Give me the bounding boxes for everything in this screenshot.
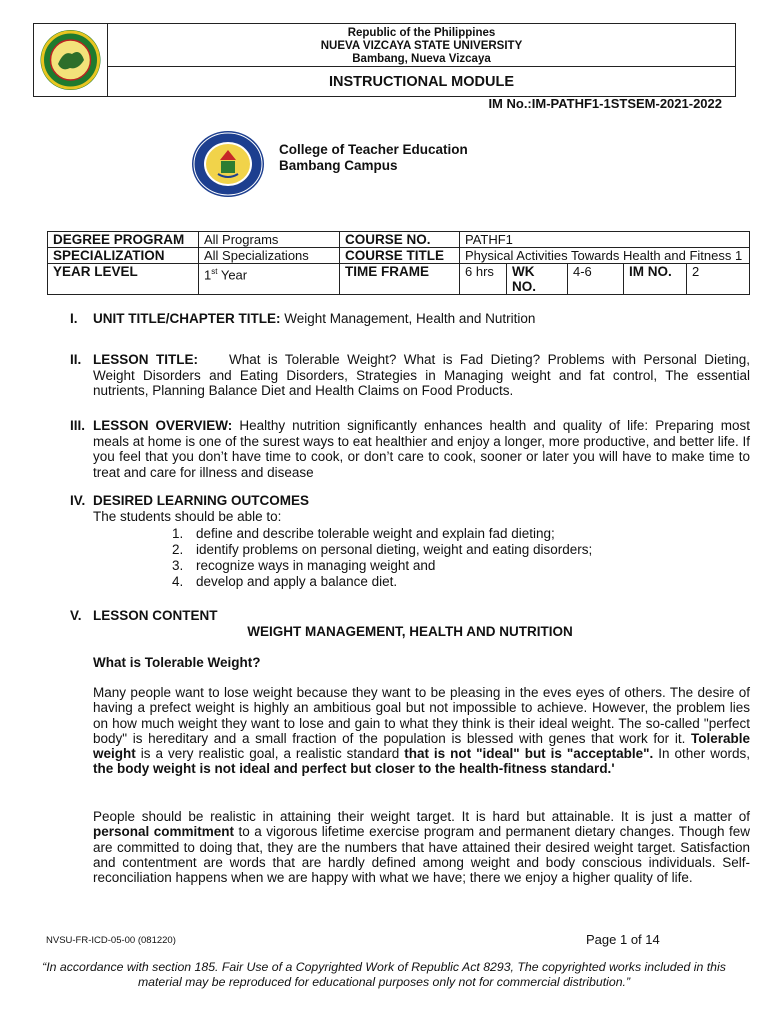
year-suffix: Year <box>217 267 248 283</box>
paragraph-text: In other words, <box>653 746 750 762</box>
section-label: LESSON CONTENT <box>93 608 218 623</box>
university-name: NUEVA VIZCAYA STATE UNIVERSITY <box>320 40 523 52</box>
year-level-label: YEAR LEVEL <box>48 264 199 295</box>
content-heading: WEIGHT MANAGEMENT, HEALTH AND NUTRITION <box>247 624 573 639</box>
list-text: define and describe tolerable weight and explain fad dieting; <box>196 526 555 541</box>
college-info <box>279 142 468 174</box>
section-number: III. <box>70 418 86 433</box>
course-title-value: Physical Activities Towards Health and Fitness 1 <box>460 248 750 264</box>
emphasis-text: Tolerable weight <box>93 730 750 762</box>
section-label: LESSON OVERVIEW: <box>93 418 233 433</box>
section-label: LESSON TITLE: <box>93 352 198 367</box>
list-number: 2. <box>172 542 184 557</box>
section-text: Healthy nutrition significantly enhances health and quality of life: Preparing most meals at home is one of the surest ways to eat healthier and enjoy a longer, more productive, and better life. If you feel that you don’t have time to cook, or don’t care to cook, sooner or later you will have to make time to treat and care for illness and disease <box>93 418 750 480</box>
section-number: II. <box>70 352 82 367</box>
specialization-label: SPECIALIZATION <box>48 248 199 264</box>
paragraph-text: to a vigorous lifetime exercise program and permanent dietary changes. Though few are committed to doing that, they are the numbers that have attained their desired weight target. Satisfaction and contentment are words that are hardly defined among weight and body conscious individuals. Self-reconciliation happens when we are happy with what we have; there we enjoy a higher quality of life. <box>93 824 751 886</box>
week-no-value: 4-6 <box>568 264 624 295</box>
document-header <box>33 23 736 97</box>
course-title-label: COURSE TITLE <box>340 248 460 264</box>
degree-program-label: DEGREE PROGRAM <box>48 232 199 248</box>
content-subheading: What is Tolerable Weight? <box>93 655 261 670</box>
emphasis-text: personal commitment <box>93 824 235 840</box>
section-learning-outcomes <box>70 493 750 524</box>
document-type: INSTRUCTIONAL MODULE <box>328 74 514 90</box>
im-number: IM No.:IM-PATHF1-1STSEM-2021-2022 <box>488 96 722 111</box>
course-info-table <box>47 231 750 295</box>
republic-text: Republic of the Philippines <box>347 27 496 39</box>
copyright-note: “In accordance with section 185. Fair Use of a Copyrighted Work of Republic Act 8293, The copyrighted works included in this material may be reproduced for educational purposes only not for commercial distribution.” <box>42 960 726 989</box>
college-name: College of Teacher Education <box>279 142 468 157</box>
table-row <box>48 232 750 248</box>
university-logo-cell <box>34 24 108 96</box>
section-text: What is Tolerable Weight? What is Fad Dieting? Problems with Personal Dieting, Weight Disorders and Eating Disorders, Strategies in Managing weight and fat control, The essential nutrients, Planning Balance Diet and Health Claims on Food Products. <box>93 352 750 398</box>
list-number: 3. <box>172 558 184 573</box>
paragraph-text: Many people want to lose weight because they want to be pleasing in the eves eyes of others. The desire of having a prefect weight is highly an ambitious goal but not impossible to achieve. However, the problem lies on how much weight they want to lose and gain to what they think is their ideal weight. The so-called "perfect body" is hereditary and a small fraction of the population is blessed with genes that work for it. <box>93 685 750 746</box>
form-code: NVSU-FR-ICD-05-00 (081220) <box>46 935 176 946</box>
section-lesson-content <box>70 608 750 624</box>
college-campus: Bambang Campus <box>279 158 398 173</box>
section-intro: The students should be able to: <box>93 508 282 524</box>
course-no-value: PATHF1 <box>460 232 750 248</box>
paragraph-text: People should be realistic in attaining their weight target. It is hard but attainable. It is just a matter of <box>93 809 750 824</box>
header-institution <box>108 24 735 67</box>
section-number: IV. <box>70 493 86 508</box>
time-frame-value: 6 hrs <box>460 264 507 295</box>
college-seal-icon <box>190 130 266 198</box>
university-location: Bambang, Nueva Vizcaya <box>352 53 491 65</box>
section-lesson-overview <box>70 418 750 480</box>
im-no-label: IM NO. <box>624 264 687 295</box>
list-number: 1. <box>172 526 184 541</box>
year-level-value <box>199 264 340 295</box>
list-text: identify problems on personal dieting, weight and eating disorders; <box>196 542 593 557</box>
list-item <box>172 558 592 574</box>
week-no-label: WK NO. <box>507 264 568 295</box>
list-number: 4. <box>172 574 184 589</box>
table-row <box>48 264 750 295</box>
outcomes-list <box>172 526 592 590</box>
section-number: V. <box>70 608 82 623</box>
list-item <box>172 526 592 542</box>
time-frame-label: TIME FRAME <box>340 264 460 295</box>
list-text: develop and apply a balance diet. <box>196 574 398 589</box>
paragraph-realistic-target <box>93 809 750 885</box>
table-row <box>48 248 750 264</box>
emphasis-text: the body weight is not ideal and perfect but closer to the health-fitness standard.' <box>93 761 615 777</box>
emphasis-text: that is not "ideal" but is "acceptable". <box>404 746 654 762</box>
im-no-value: 2 <box>687 264 750 295</box>
paragraph-tolerable-weight <box>93 685 750 777</box>
degree-program-value: All Programs <box>199 232 340 248</box>
list-item <box>172 542 592 558</box>
section-lesson-title <box>70 352 750 399</box>
course-no-label: COURSE NO. <box>340 232 460 248</box>
university-seal-icon <box>34 24 107 96</box>
paragraph-text: is a very realistic goal, a realistic standard <box>135 746 405 762</box>
page-number: Page 1 of 14 <box>586 932 660 947</box>
year-number: 1 <box>204 267 212 283</box>
section-label: UNIT TITLE/CHAPTER TITLE: <box>93 311 281 326</box>
section-number: I. <box>70 311 78 326</box>
section-label: DESIRED LEARNING OUTCOMES <box>93 493 310 508</box>
section-text: Weight Management, Health and Nutrition <box>280 311 536 326</box>
list-item <box>172 574 592 590</box>
list-text: recognize ways in managing weight and <box>196 558 436 573</box>
year-ordinal: st <box>211 267 218 276</box>
specialization-value: All Specializations <box>199 248 340 264</box>
section-unit-title <box>70 311 750 327</box>
